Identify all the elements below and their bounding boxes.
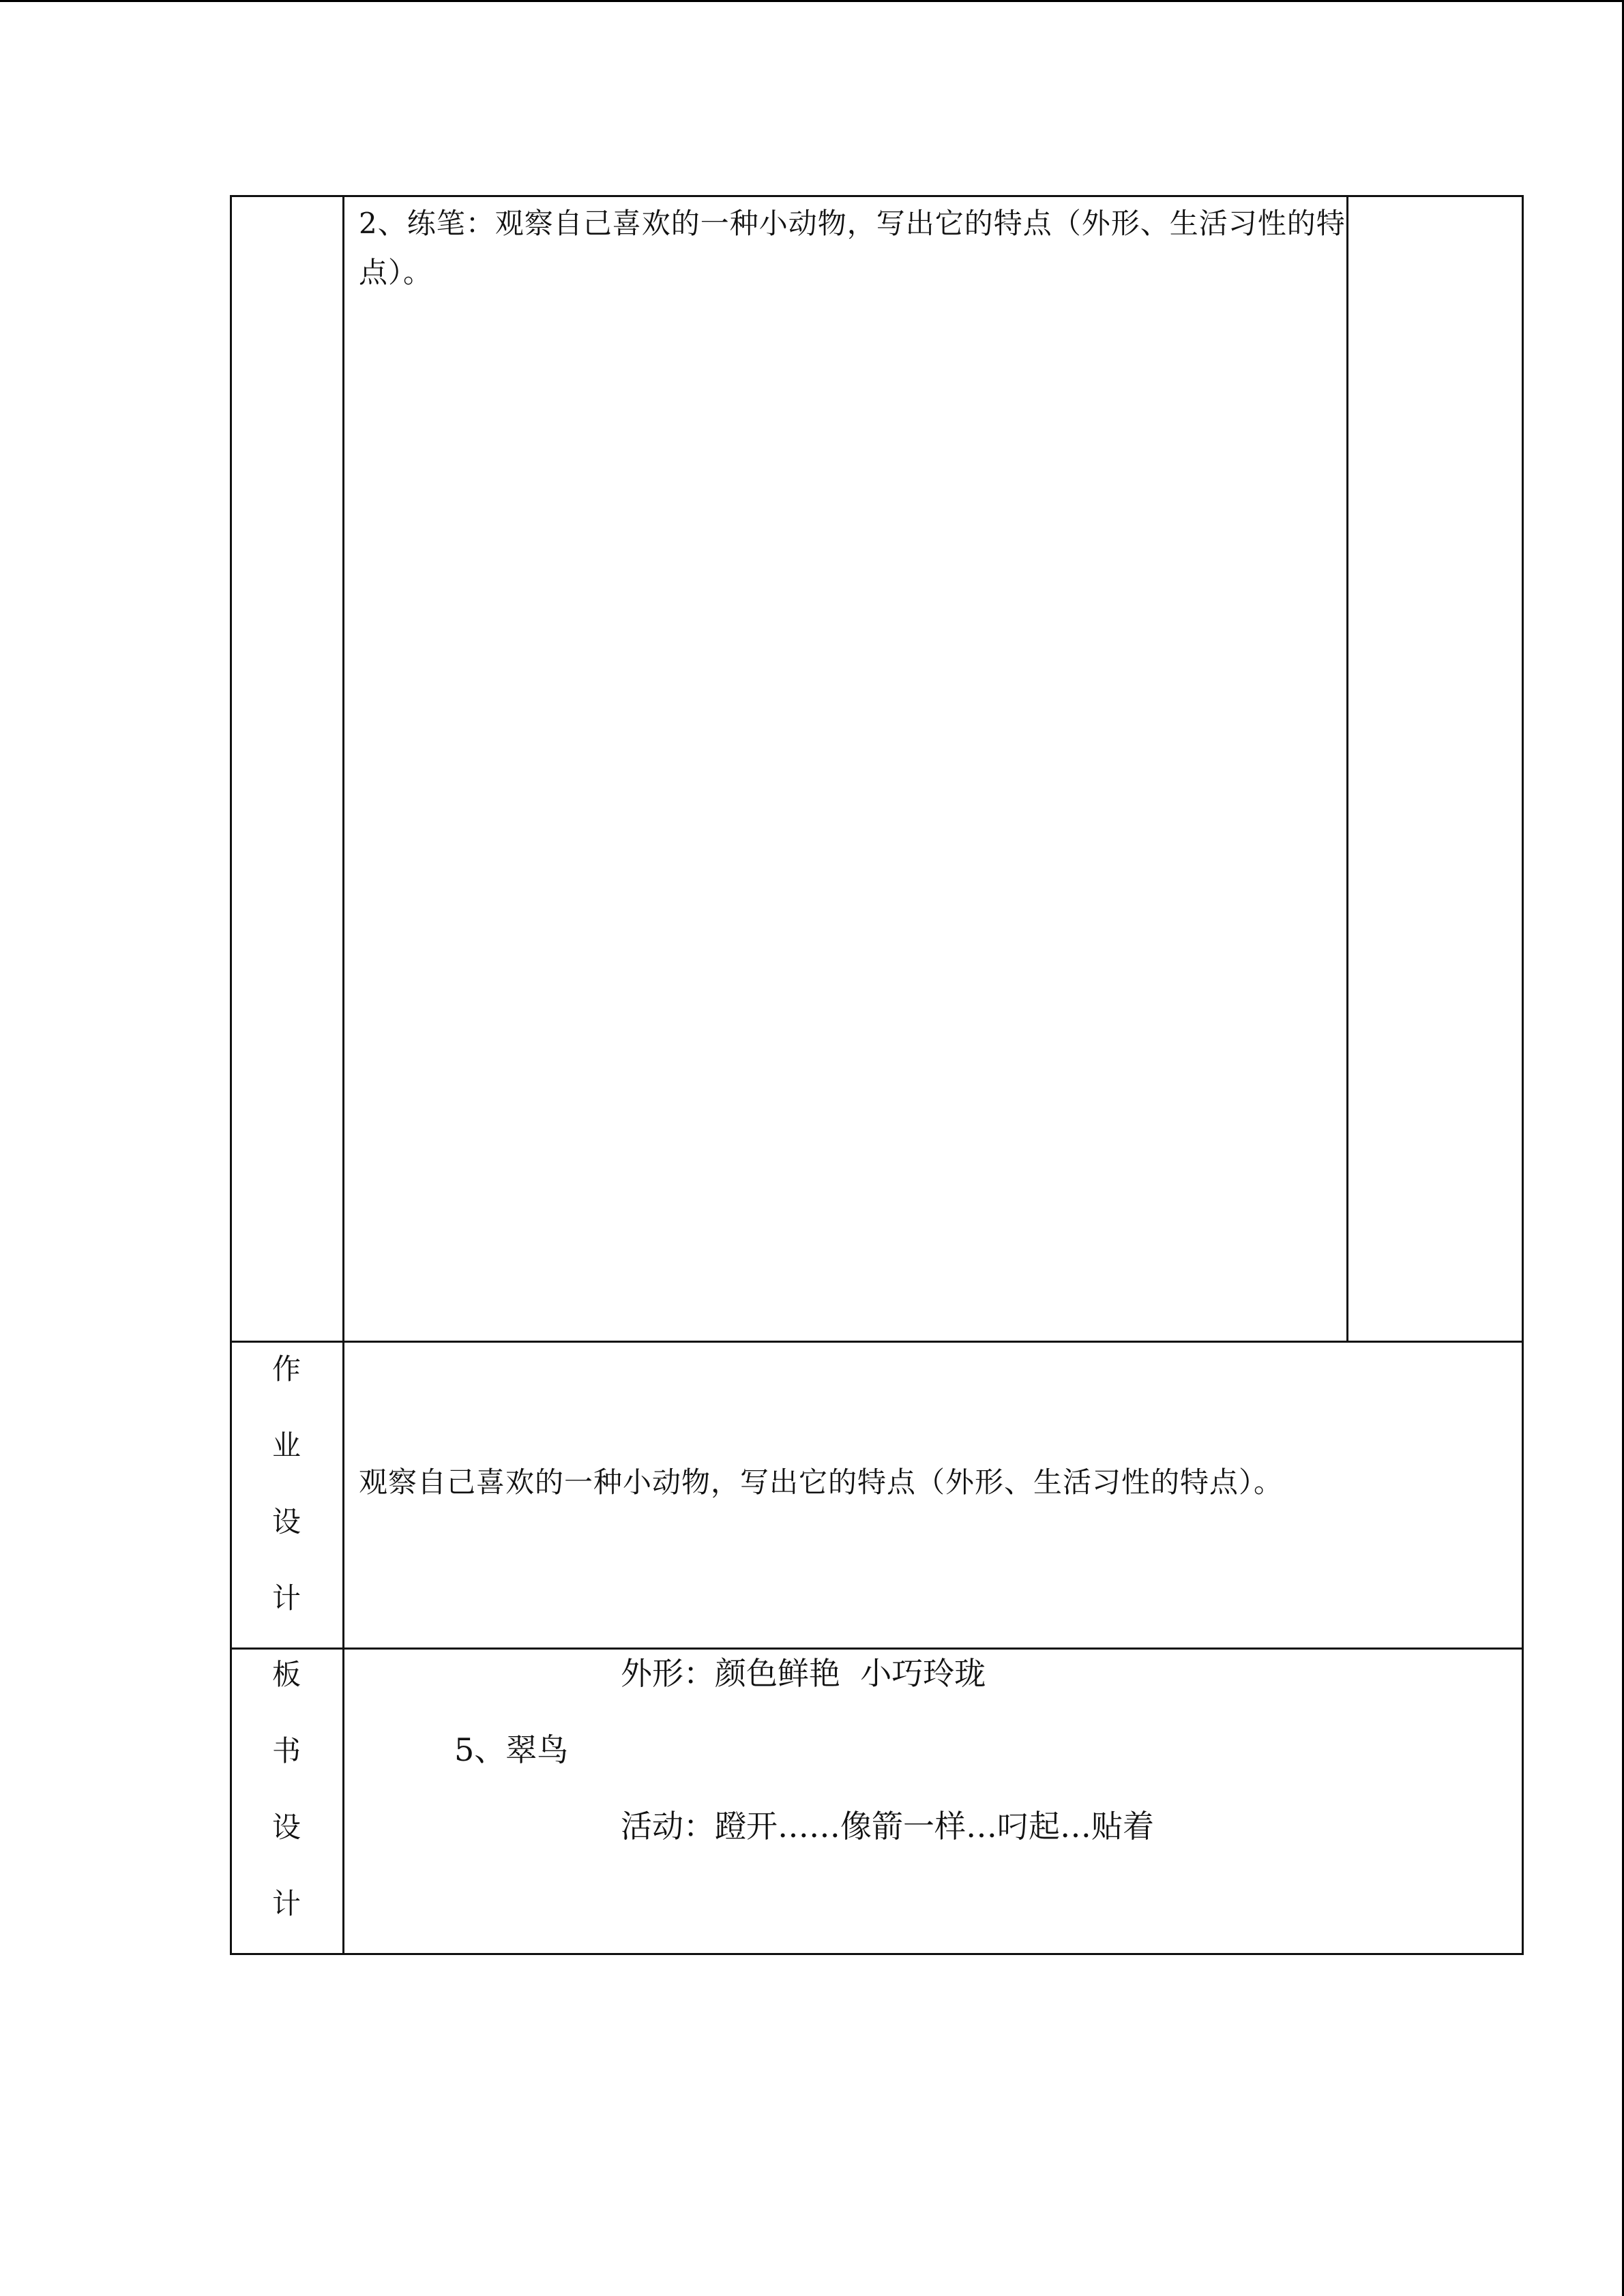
lesson-content-line-1: 2、练笔：观察自己喜欢的一种小动物，写出它的特点（外形、生活习性的特 bbox=[359, 207, 1346, 240]
board-title: 5、翠鸟 bbox=[454, 1731, 569, 1768]
board-label-char-1: 板 bbox=[271, 1658, 301, 1691]
page-top-border bbox=[0, 0, 1624, 2]
table-rule-board-top bbox=[230, 1648, 1524, 1650]
table-rule-right bbox=[1522, 195, 1524, 1955]
table-rule-notes-divider bbox=[1346, 195, 1348, 1343]
board-label-char-2: 书 bbox=[271, 1734, 301, 1768]
board-label-char-4: 计 bbox=[271, 1887, 301, 1920]
board-appearance-line: 外形：颜色鲜艳 小巧玲珑 bbox=[621, 1655, 986, 1692]
homework-label-char-1: 作 bbox=[271, 1352, 301, 1386]
table-rule-homework-top bbox=[230, 1341, 1524, 1343]
board-label-char-3: 设 bbox=[271, 1810, 301, 1844]
table-rule-label-divider bbox=[342, 195, 344, 1955]
homework-content: 观察自己喜欢的一种小动物，写出它的特点（外形、生活习性的特点）。 bbox=[359, 1465, 1284, 1499]
homework-label-char-3: 设 bbox=[271, 1505, 301, 1538]
board-activity-line: 活动：蹬开……像箭一样…叼起…贴着 bbox=[621, 1808, 1154, 1845]
lesson-content-line-2: 点）。 bbox=[359, 256, 433, 289]
homework-label-char-2: 业 bbox=[271, 1429, 301, 1462]
table-rule-bottom bbox=[230, 1953, 1524, 1955]
homework-label-char-4: 计 bbox=[271, 1581, 301, 1615]
table-rule-top bbox=[230, 195, 1524, 197]
